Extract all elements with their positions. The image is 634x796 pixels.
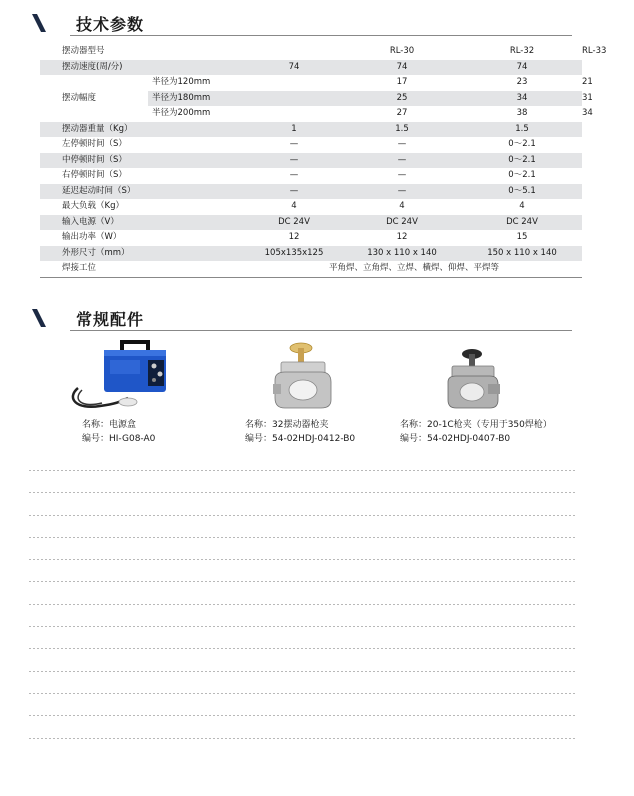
- table-row: [40, 230, 582, 246]
- accessories-list: [0, 340, 634, 450]
- row-value: DC 24V: [462, 215, 582, 231]
- row-value: 0～5.1: [462, 184, 582, 200]
- row-value: 38: [516, 108, 528, 118]
- accessory-name: 名称：32摆动器枪夹: [245, 420, 329, 430]
- section-header-spec: [30, 10, 572, 36]
- row-label: 外形尺寸（mm）: [40, 246, 246, 262]
- row-label: 摆动器重量（Kg）: [40, 122, 246, 138]
- row-value: —: [342, 184, 462, 200]
- note-line: [28, 671, 576, 672]
- notes-area: [28, 470, 576, 760]
- row-value: 130 x 110 x 140: [342, 246, 462, 262]
- row-label: 右停顿时间（S）: [62, 170, 127, 180]
- row-sub-label: 半径为120mm: [152, 77, 211, 87]
- row-value: 4: [291, 201, 297, 211]
- accessory-code: 编号：54-02HDJ-0412-B0: [245, 434, 356, 444]
- note-line: [28, 559, 576, 560]
- table-row: 半径为200mm 27 38 34: [40, 106, 582, 122]
- table-row: [40, 153, 582, 169]
- section-divider: [70, 330, 572, 331]
- note-line: [28, 604, 576, 605]
- gun-clamp-350-icon: [442, 348, 502, 410]
- section-marker-icon: [30, 12, 48, 34]
- row-value: 平角焊、立角焊、立焊、横焊、仰焊、平焊等: [246, 261, 582, 277]
- row-value: 4: [399, 201, 405, 211]
- note-line: [28, 626, 576, 627]
- row-label: 输出功率（W）: [62, 232, 122, 242]
- row-value: 12: [396, 232, 408, 242]
- row-value: —: [289, 139, 299, 149]
- row-value: 17: [396, 77, 408, 87]
- row-value: 74: [246, 60, 342, 76]
- row-group-label: 摆动幅度: [40, 75, 148, 122]
- row-value: —: [246, 153, 342, 169]
- row-value: 15: [516, 232, 528, 242]
- note-line: [28, 581, 576, 582]
- note-line: [28, 470, 576, 471]
- table-row: [40, 261, 582, 277]
- table-row: 摆动幅度 半径为120mm 17 23 21: [40, 75, 582, 91]
- note-line: [28, 693, 576, 694]
- row-value: 0～2.1: [508, 170, 536, 180]
- row-value: —: [342, 153, 462, 169]
- row-value: 25: [342, 91, 462, 107]
- note-line: [28, 515, 576, 516]
- row-label: 延迟起动时间（S）: [40, 184, 246, 200]
- section-title: 技术参数: [76, 15, 145, 34]
- header-spacer: [246, 44, 342, 60]
- section-header-accessories: [30, 305, 572, 331]
- section-marker-icon: [30, 307, 48, 329]
- note-line: [28, 715, 576, 716]
- row-label: 左停顿时间（S）: [62, 139, 127, 149]
- note-line: [28, 537, 576, 538]
- row-value: —: [397, 170, 407, 180]
- gun-clamp-icon: [271, 340, 335, 412]
- note-line: [28, 648, 576, 649]
- header-cell: RL-32: [509, 46, 535, 56]
- spec-table: [40, 44, 607, 278]
- row-label: 中停顿时间（S）: [40, 153, 246, 169]
- note-line: [28, 492, 576, 493]
- table-row: [40, 60, 582, 76]
- row-value: 0～2.1: [508, 139, 536, 149]
- row-label: 摆动速度(周/分): [40, 60, 246, 76]
- table-row: [40, 184, 582, 200]
- table-row: [40, 168, 582, 184]
- row-label: 最大负载（Kg）: [62, 201, 124, 211]
- table-row: [40, 199, 582, 215]
- header-cell: RL-30: [389, 46, 415, 56]
- row-label: 焊接工位: [40, 261, 246, 277]
- table-row: [40, 246, 582, 262]
- row-value: 12: [288, 232, 300, 242]
- row-value: 105x135x125: [246, 246, 342, 262]
- table-row: 半径为180mm 25 34 31: [40, 91, 582, 107]
- row-label: 输入电源（V）: [40, 215, 246, 231]
- row-value: DC 24V: [342, 215, 462, 231]
- table-row: [40, 122, 582, 138]
- row-value: —: [289, 170, 299, 180]
- row-value: 1.5: [342, 122, 462, 138]
- table-row: [40, 215, 582, 231]
- accessory-code: 编号：HI-G08-A0: [82, 434, 156, 444]
- row-value: DC 24V: [246, 215, 342, 231]
- row-value: 23: [516, 77, 528, 87]
- row-value: 74: [342, 60, 462, 76]
- row-value: 1: [246, 122, 342, 138]
- row-sub-label: 半径为200mm: [152, 108, 211, 118]
- table-header-row: 摆动器型号 RL-30 RL-32 RL-33: [40, 44, 582, 60]
- row-value: 27: [396, 108, 408, 118]
- row-value: 1.5: [462, 122, 582, 138]
- header-cell: 摆动器型号: [62, 46, 105, 56]
- row-value: 4: [519, 201, 525, 211]
- accessory-name: 名称：电源盒: [82, 420, 137, 430]
- row-value: 150 x 110 x 140: [462, 246, 582, 262]
- section-divider: [70, 35, 572, 36]
- row-value: 74: [462, 60, 582, 76]
- accessory-code: 编号：54-02HDJ-0407-B0: [400, 434, 511, 444]
- table-row: [40, 137, 582, 153]
- power-box-icon: [70, 340, 180, 412]
- row-sub-label: 半径为180mm: [148, 91, 342, 107]
- note-line: [28, 738, 576, 739]
- row-value: —: [246, 184, 342, 200]
- row-value: 0～2.1: [462, 153, 582, 169]
- section-title: 常规配件: [76, 310, 145, 329]
- row-value: —: [397, 139, 407, 149]
- accessory-name: 名称：20-1C枪夹（专用于350焊枪）: [400, 420, 552, 430]
- row-value: 34: [462, 91, 582, 107]
